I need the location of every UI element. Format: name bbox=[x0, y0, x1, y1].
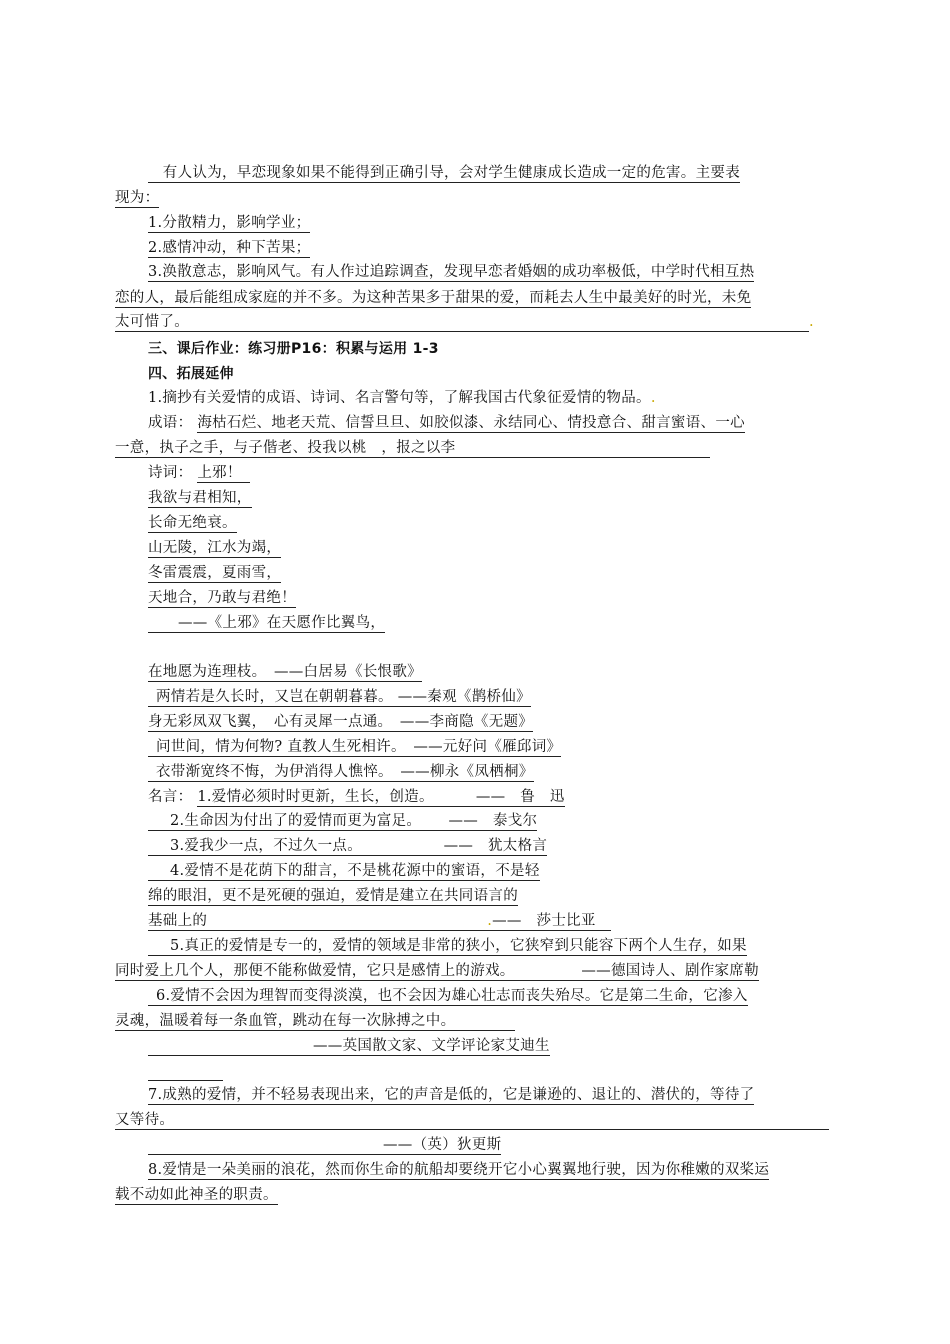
quote-line: 1.爱情必须时时更新，生长，创造。 —— 鲁 迅 bbox=[197, 789, 565, 805]
blank-line bbox=[148, 1063, 223, 1081]
idioms-text-continued: 一意，执子之手，与子偕老、投我以桃 ，报之以李 bbox=[115, 440, 710, 458]
quote-source: ——（英）狄更斯 bbox=[148, 1137, 501, 1155]
poem-line: 山无陵，江水为竭， bbox=[148, 540, 282, 556]
quote-line: 6.爱情不会因为理智而变得淡漠，也不会因为雄心壮志而丧失殆尽。它是第二生命，它渗入 bbox=[148, 988, 748, 1006]
quote-line: 7.成熟的爱情，并不轻易表现出来，它的声音是低的，它是谦逊的、退让的、潜伏的，等待了 bbox=[148, 1087, 755, 1103]
quote-label: 名言： bbox=[148, 789, 193, 805]
quote-source: —— 莎士比亚 bbox=[492, 913, 596, 929]
quote-line-continued: 同时爱上几个人，那便不能称做爱情，它只是感情上的游戏。 ——德国诗人、剧作家席勒 bbox=[115, 963, 759, 979]
list-item: 1.分散精力，影响学业； bbox=[148, 215, 311, 231]
poem-line: 我欲与君相知， bbox=[148, 490, 252, 506]
quote-line: 3.爱我少一点，不过久一点。 —— 犹太格言 bbox=[148, 838, 547, 856]
verse-line: 两情若是久长时，又岂在朝朝暮暮。 ——秦观《鹊桥仙》 bbox=[148, 689, 531, 707]
verse-line: 身无彩凤双飞翼， 心有灵犀一点通。 ——李商隐《无题》 bbox=[148, 714, 534, 730]
poem-title: 上邪！ bbox=[197, 465, 249, 483]
poem-line: 冬雷震震，夏雨雪， bbox=[148, 565, 282, 581]
verse-line: 衣带渐宽终不悔，为伊消得人憔悴。 ——柳永《凤栖桐》 bbox=[148, 764, 534, 782]
quote-line: 基础上的 bbox=[148, 913, 487, 931]
quote-line: 8.爱情是一朵美丽的浪花，然而你生命的航船却要绕开它小心翼翼地行驶，因为你稚嫩的双桨运 bbox=[148, 1162, 770, 1178]
poem-line: 天地合，乃敢与君绝！ bbox=[148, 590, 296, 606]
task-text: 1.摘抄有关爱情的成语、诗词、名言警句等，了解我国古代象征爱情的物品。 bbox=[148, 390, 651, 406]
list-item: 3.涣散意志，影响风气。有人作过追踪调查，发现早恋者婚姻的成功率极低，中学时代相互热 bbox=[148, 264, 755, 280]
idiom-label: 成语： bbox=[148, 415, 193, 431]
poem-source: ——《上邪》在天愿作比翼鸟， bbox=[148, 615, 385, 633]
poem-label: 诗词： bbox=[148, 465, 193, 481]
quote-line: 2.生命因为付出了的爱情而更为富足。 —— 泰戈尔 bbox=[148, 813, 537, 831]
section-three-title: 三、课后作业：练习册P16：积累与运用 1-3 bbox=[148, 341, 439, 357]
quote-source: ——英国散文家、文学评论家艾迪生 bbox=[148, 1038, 550, 1056]
verse-line: 在地愿为连理枝。 ——白居易《长恨歌》 bbox=[148, 664, 422, 680]
verse-line: 问世间，情为何物? 直教人生死相许。 ——元好问《雁邱词》 bbox=[148, 739, 561, 757]
quote-line: 绵的眼泪，更不是死硬的强迫，爱情是建立在共同语言的 bbox=[148, 888, 518, 904]
poem-line: 长命无绝衰。 bbox=[148, 515, 237, 531]
intro-line-2: 现为： bbox=[115, 190, 160, 206]
quote-line-continued: 载不动如此神圣的职责。 bbox=[115, 1187, 278, 1203]
quote-line: 4.爱情不是花荫下的甜言，不是桃花源中的蜜语，不是轻 bbox=[148, 863, 540, 881]
intro-line-1: 有人认为，早恋现象如果不能得到正确引导，会对学生健康成长造成一定的危害。主要表 bbox=[148, 165, 740, 181]
list-item-continued: 恋的人，最后能组成家庭的并不多。为这种苦果多于甜果的爱，而耗去人生中最美好的时光，未免 bbox=[115, 290, 752, 306]
list-item-continued: 太可惜了。 bbox=[115, 314, 809, 332]
idioms-text: 海枯石烂、地老天荒、信誓旦旦、如胶似漆、永结同心、情投意合、甜言蜜语、一心 bbox=[197, 415, 745, 431]
section-four-title: 四、拓展延伸 bbox=[148, 366, 234, 382]
quote-line: 5.真正的爱情是专一的，爱情的领域是非常的狭小，它狭窄到只能容下两个人生存，如果 bbox=[148, 938, 747, 956]
document-page: 有人认为，早恋现象如果不能得到正确引导，会对学生健康成长造成一定的危害。主要表 现为： 1.分散精力，影响学业； 2.感情冲动，种下苦果； 3.涣散意志，影响风气。有人作过追踪调查，发现早恋者婚姻的成功率极低，中学时代相互热 恋的人，最后能组成家庭的并不多。为这种苦果多于甜果的爱，而耗去人生中最美好的时光，未免 太可惜了。 . 三、课后作业：练习册P16：积累与运用 1-3 四、拓展延伸 1.摘抄有关爱情的成语、诗词、名言警句等，了解我国古代象征爱情的物品。. 成语： 海枯石烂、地老天荒、信誓旦旦、如胶似漆、永结同心、情投意合、甜言蜜语、一心 一意，执子之手，与子偕老、投我以桃 ，报之以李 诗词： 上邪！ 我欲与君相知， 长命无绝衰。 山无陵，江水为竭， 冬雷震震，夏雨雪， 天地合，乃敢与君绝！ ——《上邪》在天愿作比翼鸟， 在地愿为连理枝。 ——白居易《长恨歌》 两情若是久长时，又岂在朝朝暮暮。 ——秦观《鹊桥仙》 身无彩凤双飞翼， 心有灵犀一点通。 ——李商隐《无题》 问世间，情为何物? 直教人生死相许。 ——元好问《雁邱词》 衣带渐宽终不悔，为伊消得人憔悴。 ——柳永《凤栖桐》 名言： 1.爱情必须时时更新，生长，创造。 —— 鲁 迅 2.生命因为付出了的爱情而更为富足。 —— 泰戈尔 3.爱我少一点，不过久一点。 —— 犹太格言 4.爱情不是花荫下的甜言，不是桃花源中的蜜语，不是轻 绵的眼泪，更不是死硬的强迫，爱情是建立在共同语言的 基础上的 .—— 莎士比亚 5.真正的爱情是专一的，爱情的领域是非常的狭小，它狭窄到只能容下两个人生存，如果 同时爱上几个人，那便不能称做爱情，它只是感情上的游戏。 ——德国诗人、剧作家席勒 6.爱情不会因为理智而变得淡漠，也不会因为雄心壮志而丧失殆尽。它是第二生命，它渗入 灵魂，温暖着每一条血管，跳动在每一次脉搏之中。 ——英国散文家、文学评论家艾迪生 7.成熟的爱情，并不轻易表现出来，它的声音是低的，它是谦逊的、退让的、潜伏的，等待了 又等待。 ——（英）狄更斯 8.爱情是一朵美丽的浪花，然而你生命的航船却要绕开它小心翼翼地行驶，因为你稚嫩的双桨运 载不动如此神圣的职责。 bbox=[0, 0, 950, 1344]
quote-line-continued: 又等待。 bbox=[115, 1112, 829, 1130]
list-item: 2.感情冲动，种下苦果； bbox=[148, 240, 311, 256]
quote-line-continued: 灵魂，温暖着每一条血管，跳动在每一次脉搏之中。 bbox=[115, 1013, 515, 1031]
